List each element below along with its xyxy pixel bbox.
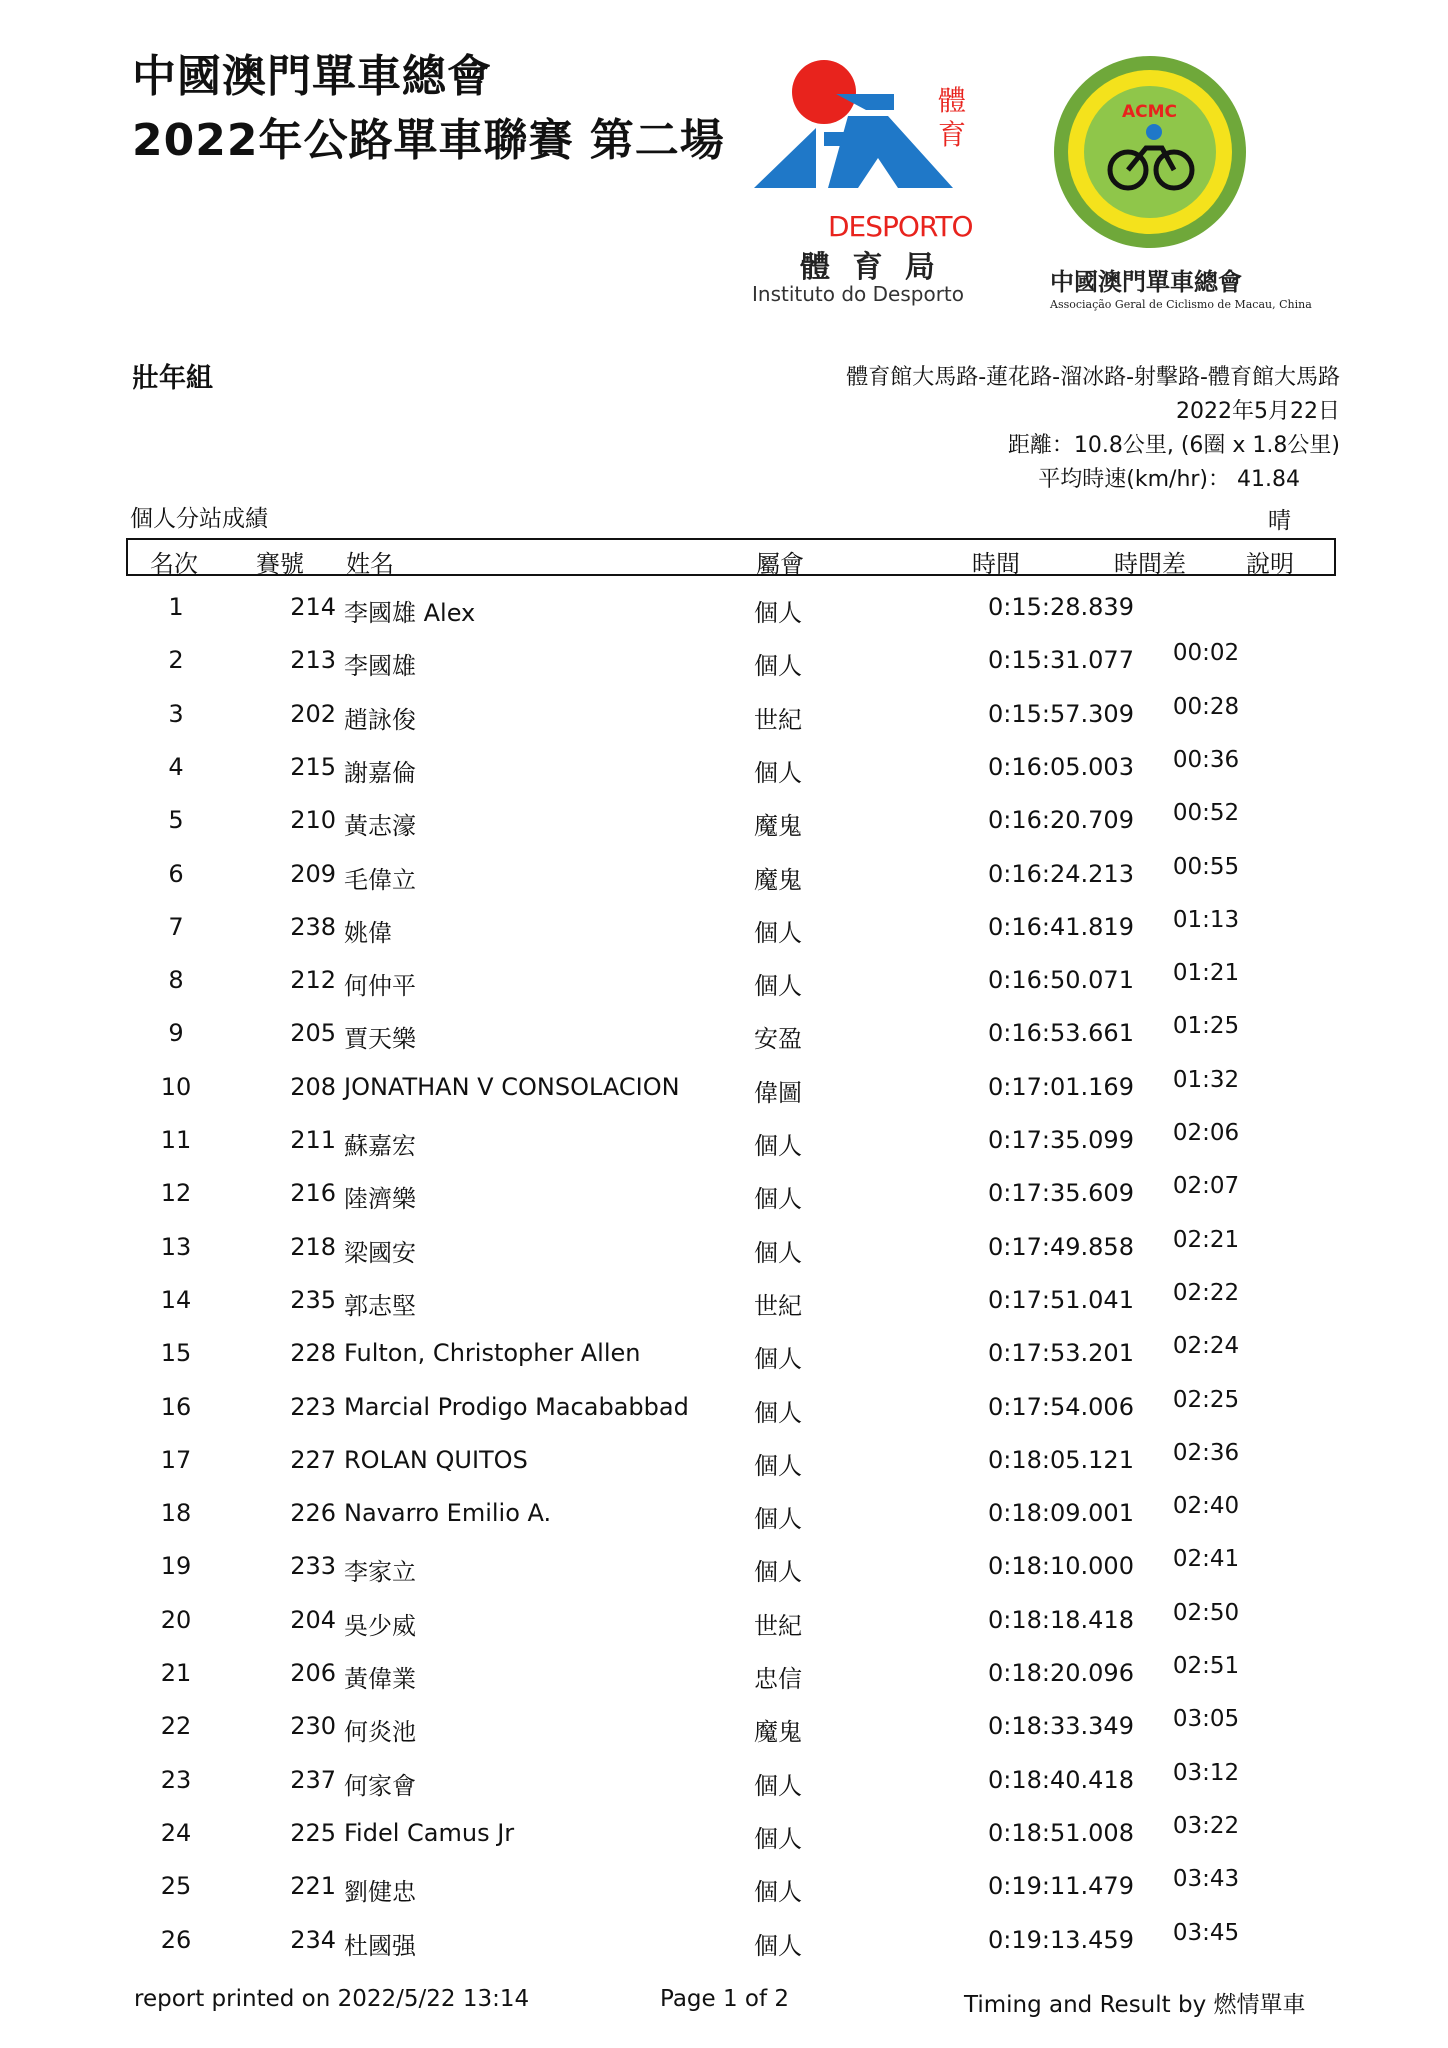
club-cell: 個人 (754, 1558, 802, 1587)
time-cell: 0:17:01.169 (988, 1072, 1134, 1101)
time-cell: 0:16:41.819 (988, 912, 1134, 941)
gap-cell: 03:22 (1172, 1812, 1240, 1839)
time-cell: 0:19:11.479 (988, 1872, 1134, 1901)
name-cell: 梁國安 (344, 1238, 416, 1267)
bib-cell: 227 (290, 1445, 336, 1474)
table-row (126, 1227, 1336, 1280)
club-cell: 個人 (754, 758, 802, 787)
sport-bureau-side-text: 體育 (938, 84, 967, 151)
rank-cell: 10 (160, 1072, 192, 1101)
club-cell: 個人 (754, 918, 802, 947)
rank-cell: 17 (160, 1445, 192, 1474)
club-cell: 安盈 (754, 1025, 802, 1054)
club-cell: 個人 (754, 1185, 802, 1214)
name-cell: 蘇嘉宏 (344, 1132, 416, 1160)
name-cell: 何仲平 (344, 972, 416, 1001)
rank-cell: 26 (160, 1925, 192, 1954)
sport-bureau-name-pt: Instituto do Desporto (752, 282, 964, 306)
gap-cell: 02:40 (1172, 1493, 1240, 1520)
club-cell: 個人 (754, 599, 802, 627)
gap-cell: 03:45 (1172, 1919, 1240, 1946)
rank-cell: 5 (168, 806, 184, 835)
table-row (126, 1546, 1336, 1599)
table-row (126, 907, 1336, 960)
rank-cell: 12 (160, 1179, 192, 1208)
distance-text: 距離：10.8公里, (6圈 x 1.8公里) (1007, 433, 1340, 458)
table-row (126, 1120, 1336, 1173)
bib-cell: 230 (290, 1712, 336, 1741)
name-cell: 黃偉業 (344, 1665, 416, 1693)
table-row (126, 800, 1336, 853)
bib-cell: 216 (290, 1179, 336, 1208)
club-cell: 個人 (754, 1451, 802, 1480)
time-cell: 0:17:49.858 (988, 1232, 1134, 1261)
time-cell: 0:18:18.418 (988, 1605, 1134, 1634)
gap-cell: 01:21 (1172, 960, 1240, 987)
gap-cell: 00:52 (1172, 800, 1240, 827)
bib-cell: 209 (290, 859, 336, 888)
age-group: 壯年組 (132, 363, 213, 394)
rank-cell: 24 (160, 1818, 192, 1847)
gap-cell: 02:22 (1172, 1279, 1240, 1306)
name-cell: Fidel Camus Jr (344, 1818, 515, 1847)
gap-cell: 02:06 (1172, 1120, 1240, 1146)
club-cell: 個人 (754, 1238, 802, 1267)
col-time: 時間 (972, 550, 1020, 578)
weather: 晴 (1268, 508, 1291, 534)
rank-cell: 6 (168, 859, 184, 888)
time-cell: 0:19:13.459 (988, 1925, 1134, 1954)
time-cell: 0:18:09.001 (988, 1499, 1134, 1528)
name-cell: 賈天樂 (344, 1025, 416, 1054)
time-cell: 0:16:24.213 (988, 859, 1134, 888)
time-cell: 0:18:40.418 (988, 1765, 1134, 1794)
col-club: 屬會 (756, 550, 804, 578)
gap-cell: 02:25 (1172, 1386, 1240, 1413)
table-row (126, 1333, 1336, 1386)
gap-cell: 02:21 (1172, 1226, 1240, 1253)
name-cell: 毛偉立 (344, 865, 416, 894)
club-cell: 世紀 (754, 1291, 802, 1320)
name-cell: 姚偉 (344, 918, 392, 947)
rank-cell: 23 (160, 1765, 192, 1794)
rank-cell: 13 (160, 1232, 192, 1261)
table-row (126, 1813, 1336, 1866)
col-gap: 時間差 (1114, 550, 1186, 578)
time-cell: 0:18:05.121 (988, 1445, 1134, 1474)
club-cell: 個人 (754, 972, 802, 1001)
time-cell: 0:16:50.071 (988, 966, 1134, 995)
gap-cell: 02:41 (1172, 1546, 1240, 1573)
bib-cell: 213 (290, 646, 336, 675)
bib-cell: 211 (290, 1126, 336, 1154)
table-row (126, 1173, 1336, 1226)
name-cell: 吳少威 (344, 1611, 416, 1640)
gap-cell: 03:12 (1172, 1759, 1240, 1786)
gap-cell: 02:50 (1172, 1599, 1240, 1626)
time-cell: 0:18:33.349 (988, 1712, 1134, 1741)
acmc-name-pt: Associação Geral de Ciclismo de Macau, China (1050, 298, 1312, 311)
footer-page: Page 1 of 2 (660, 1986, 790, 2012)
acmc-badge-icon (1050, 52, 1250, 252)
club-cell: 個人 (754, 1771, 802, 1800)
name-cell: JONATHAN V CONSOLACION (344, 1072, 680, 1101)
col-remark: 說明 (1246, 550, 1294, 578)
gap-cell: 01:13 (1172, 906, 1240, 933)
section-title: 個人分站成績 (130, 506, 268, 532)
club-cell: 個人 (754, 1931, 802, 1960)
rank-cell: 2 (168, 646, 184, 675)
table-row (126, 694, 1336, 747)
table-row (126, 1013, 1336, 1066)
club-cell: 個人 (754, 1132, 802, 1160)
rank-cell: 9 (168, 1019, 184, 1048)
gap-cell: 00:28 (1172, 693, 1240, 720)
table-row (126, 1440, 1336, 1493)
time-cell: 0:17:53.201 (988, 1339, 1134, 1368)
name-cell: 謝嘉倫 (344, 758, 416, 787)
footer-printed: report printed on 2022/5/22 13:14 (134, 1986, 530, 2012)
acmc-name-cn: 中國澳門單車總會 (1050, 267, 1242, 296)
rank-cell: 16 (160, 1392, 192, 1421)
name-cell: 李國雄 (344, 652, 416, 681)
table-row (126, 1600, 1336, 1653)
time-cell: 0:17:54.006 (988, 1392, 1134, 1421)
acmc-badge-text: ACMC (1122, 102, 1178, 122)
bib-cell: 204 (290, 1605, 336, 1634)
rank-cell: 19 (160, 1552, 192, 1581)
col-bib: 賽號 (256, 550, 304, 578)
table-header (126, 538, 1336, 576)
name-cell: 李國雄 Alex (344, 599, 476, 627)
rank-cell: 14 (160, 1285, 192, 1314)
club-cell: 世紀 (754, 705, 802, 734)
club-cell: 偉圖 (754, 1078, 802, 1107)
col-name: 姓名 (346, 550, 394, 578)
name-cell: Navarro Emilio A. (344, 1499, 552, 1528)
bib-cell: 223 (290, 1392, 336, 1421)
rank-cell: 1 (168, 593, 184, 621)
time-cell: 0:15:28.839 (988, 593, 1134, 621)
club-cell: 魔鬼 (754, 1718, 802, 1747)
table-row (126, 1280, 1336, 1333)
time-cell: 0:17:51.041 (988, 1285, 1134, 1314)
name-cell: Fulton, Christopher Allen (344, 1339, 641, 1368)
time-cell: 0:16:20.709 (988, 806, 1134, 835)
col-rank: 名次 (150, 550, 198, 578)
rank-cell: 20 (160, 1605, 192, 1634)
bib-cell: 205 (290, 1019, 336, 1048)
bib-cell: 233 (290, 1552, 336, 1581)
time-cell: 0:18:20.096 (988, 1659, 1134, 1687)
time-cell: 0:17:35.099 (988, 1126, 1134, 1154)
bib-cell: 208 (290, 1072, 336, 1101)
sport-bureau-name-cn: 體 育 局 (800, 250, 941, 285)
name-cell: 劉健忠 (344, 1878, 416, 1907)
gap-cell: 03:05 (1172, 1706, 1240, 1733)
name-cell: 郭志堅 (344, 1291, 416, 1320)
name-cell: 李家立 (344, 1558, 416, 1587)
table-row (126, 1387, 1336, 1440)
gap-cell: 03:43 (1172, 1866, 1240, 1893)
club-cell: 個人 (754, 1824, 802, 1853)
club-cell: 個人 (754, 1398, 802, 1427)
desporto-brand: DESPORTO (828, 210, 973, 243)
table-row (126, 1493, 1336, 1546)
gap-cell: 02:07 (1172, 1173, 1240, 1200)
bib-cell: 221 (290, 1872, 336, 1901)
rank-cell: 21 (160, 1659, 192, 1687)
bib-cell: 210 (290, 806, 336, 835)
time-cell: 0:18:51.008 (988, 1818, 1134, 1847)
bib-cell: 226 (290, 1499, 336, 1528)
gap-cell: 00:55 (1172, 853, 1240, 880)
club-cell: 魔鬼 (754, 812, 802, 841)
bib-cell: 237 (290, 1765, 336, 1794)
bib-cell: 212 (290, 966, 336, 995)
time-cell: 0:15:57.309 (988, 699, 1134, 728)
bib-cell: 234 (290, 1925, 336, 1954)
gap-cell: 02:36 (1172, 1439, 1240, 1466)
club-cell: 個人 (754, 1345, 802, 1374)
rank-cell: 3 (168, 699, 184, 728)
time-cell: 0:17:35.609 (988, 1179, 1134, 1208)
rank-cell: 22 (160, 1712, 192, 1741)
bib-cell: 206 (290, 1659, 336, 1687)
club-cell: 魔鬼 (754, 865, 802, 894)
club-cell: 忠信 (754, 1665, 802, 1693)
table-row (126, 640, 1336, 693)
bib-cell: 228 (290, 1339, 336, 1368)
bib-cell: 214 (290, 593, 336, 621)
bib-cell: 235 (290, 1285, 336, 1314)
avg-speed: 平均時速(km/hr)： 41.84 (1038, 467, 1300, 492)
time-cell: 0:16:05.003 (988, 752, 1134, 781)
gap-cell: 02:51 (1172, 1653, 1240, 1679)
table-row (126, 587, 1336, 640)
sport-bureau-logo (748, 58, 988, 308)
bib-cell: 218 (290, 1232, 336, 1261)
bib-cell: 202 (290, 699, 336, 728)
rank-cell: 15 (160, 1339, 192, 1368)
rank-cell: 4 (168, 752, 184, 781)
rank-cell: 18 (160, 1499, 192, 1528)
club-cell: 個人 (754, 1878, 802, 1907)
rank-cell: 7 (168, 912, 184, 941)
name-cell: 何家會 (344, 1771, 416, 1800)
club-cell: 個人 (754, 652, 802, 681)
time-cell: 0:16:53.661 (988, 1019, 1134, 1048)
name-cell: 黃志濠 (344, 812, 416, 841)
time-cell: 0:15:31.077 (988, 646, 1134, 675)
table-row (126, 1866, 1336, 1919)
rank-cell: 8 (168, 966, 184, 995)
gap-cell: 01:25 (1172, 1013, 1240, 1040)
club-cell: 世紀 (754, 1611, 802, 1640)
table-row (126, 1706, 1336, 1759)
name-cell: ROLAN QUITOS (344, 1445, 528, 1474)
table-row (126, 1760, 1336, 1813)
table-row (126, 854, 1336, 907)
table-row (126, 747, 1336, 800)
table-row (126, 1067, 1336, 1120)
name-cell: 杜國强 (344, 1931, 416, 1960)
rank-cell: 11 (160, 1126, 192, 1154)
title-event: 2022年公路單車聯賽 第二場 (132, 115, 725, 166)
title-association: 中國澳門單車總會 (132, 51, 492, 102)
gap-cell: 02:24 (1172, 1333, 1240, 1360)
rank-cell: 25 (160, 1872, 192, 1901)
event-date: 2022年5月22日 (1176, 399, 1340, 424)
table-row (126, 1920, 1336, 1973)
acmc-logo (1040, 52, 1312, 312)
name-cell: 陸濟樂 (344, 1185, 416, 1214)
gap-cell: 00:02 (1172, 640, 1240, 667)
name-cell: 趙詠俊 (344, 705, 416, 734)
gap-cell: 01:32 (1172, 1066, 1240, 1093)
bib-cell: 225 (290, 1818, 336, 1847)
table-row (126, 960, 1336, 1013)
footer-timing: Timing and Result by 燃情單車 (964, 1992, 1306, 2018)
club-cell: 個人 (754, 1505, 802, 1534)
name-cell: 何炎池 (344, 1718, 416, 1747)
table-row (126, 1653, 1336, 1706)
name-cell: Marcial Prodigo Macababbad (344, 1392, 689, 1421)
bib-cell: 215 (290, 752, 336, 781)
gap-cell: 00:36 (1172, 746, 1240, 773)
route-text: 體育館大馬路-蓮花路-溜冰路-射擊路-體育館大馬路 (846, 365, 1340, 390)
bib-cell: 238 (290, 912, 336, 941)
time-cell: 0:18:10.000 (988, 1552, 1134, 1581)
